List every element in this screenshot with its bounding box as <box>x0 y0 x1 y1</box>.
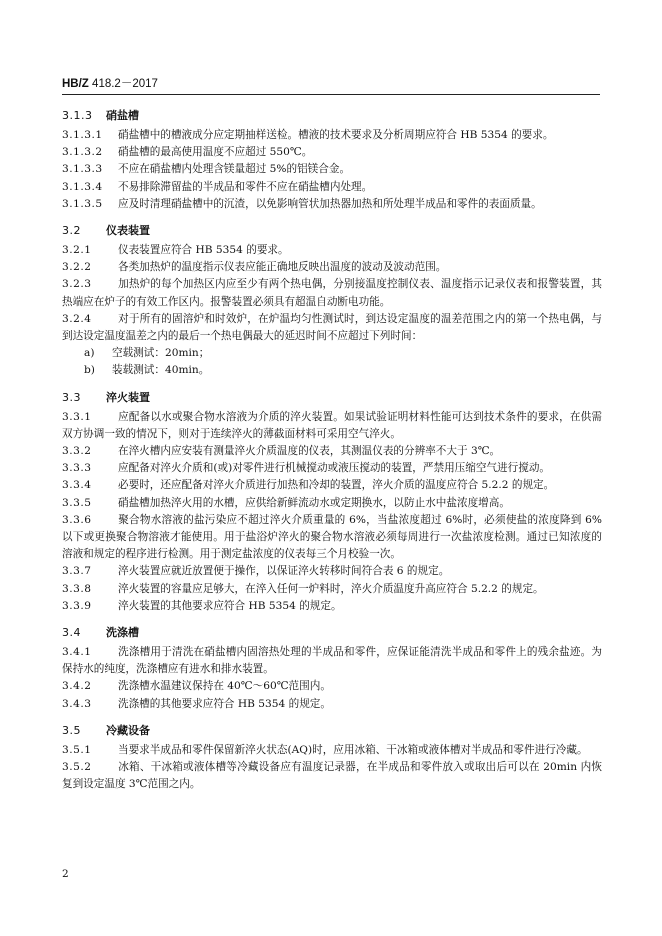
clause-number: 3.4.2 <box>62 680 92 693</box>
clause-number: 3.3.9 <box>62 599 92 612</box>
section-heading <box>62 625 602 641</box>
section-title: 硝盐槽 <box>106 109 139 122</box>
document-body <box>62 108 602 794</box>
section-number: 3.1.3 <box>62 109 93 122</box>
clause-text: 硝盐槽中的槽液成分应定期抽样送检。槽液的技术要求及分析周期应符合 HB 5354 的要求。 <box>118 129 554 141</box>
clause <box>62 443 602 460</box>
clause-text: 淬火装置的其他要求应符合 HB 5354 的规定。 <box>118 599 342 612</box>
clause-number: 3.3.6 <box>62 513 92 526</box>
clause-text: 冰箱、干冰箱或液体槽等冷藏设备应有温度记录器，在半成品和零件放入或取出后可以在 20min 内恢复到设定温度 3℃范围之内。 <box>62 761 602 791</box>
section-title: 仪表装置 <box>106 224 150 238</box>
clause-text: 在淬火槽内应安装有测量淬火介质温度的仪表，其测温仪表的分辨率不大于 3℃。 <box>118 445 501 458</box>
clause <box>62 563 602 580</box>
standard-code: HB/Z <box>62 78 89 90</box>
list-item-text: 装载测试：40min。 <box>112 364 210 377</box>
clause-text: 仪表装置应符合 HB 5354 的要求。 <box>118 244 289 257</box>
clause-text: 淬火装置应就近放置便于操作，以保证淬火转移时间符合表 6 的规定。 <box>118 565 450 578</box>
section-heading <box>62 390 602 406</box>
clause-number: 3.3.5 <box>62 496 92 509</box>
clause-number: 3.1.3.3 <box>62 163 103 176</box>
list-item-text: 空载测试：20min； <box>112 347 210 360</box>
list-item <box>62 345 602 362</box>
list-item-label: b) <box>84 364 95 377</box>
clause-number: 3.3.7 <box>62 565 92 578</box>
clause-text: 洗涤槽的其他要求应符合 HB 5354 的规定。 <box>118 697 331 710</box>
clause <box>62 161 602 178</box>
clause-number: 3.4.1 <box>62 646 92 659</box>
clause-text: 加热炉的每个加热区内应至少有两个热电偶，分别接温度控制仪表、温度指示记录仪表和报警装置，其热端应在炉子的有效工作区内。报警装置必须具有超温自动断电功能。 <box>62 278 602 308</box>
section-title: 洗涤槽 <box>106 626 139 640</box>
section-title: 淬火装置 <box>106 390 150 404</box>
clause-text: 硝盐槽的最高使用温度不应超过 550℃。 <box>118 146 313 159</box>
standard-number: 418.2－2017 <box>92 78 158 90</box>
clause-number: 3.2.1 <box>62 244 92 257</box>
clause-text: 淬火装置的容量应足够大，在淬入任何一炉料时，淬火介质温度升高应符合 5.2.2 的规定。 <box>118 582 544 595</box>
clause <box>62 196 602 213</box>
section-number: 3.3 <box>62 390 81 404</box>
clause <box>62 477 602 494</box>
section-number: 3.4 <box>62 626 81 640</box>
clause <box>62 242 602 259</box>
list-item <box>62 362 602 379</box>
section-heading <box>62 108 602 124</box>
clause <box>62 581 602 598</box>
clause-text: 洗涤槽用于清洗在硝盐槽内固溶热处理的半成品和零件，应保证能清洗半成品和零件上的残余盐迹。为保持水的纯度，洗涤槽应有进水和排水装置。 <box>62 646 602 676</box>
clause-number: 3.3.1 <box>62 410 92 423</box>
clause <box>62 259 602 276</box>
document-header <box>62 75 158 91</box>
clause-number: 3.5.1 <box>62 743 92 756</box>
section-number: 3.2 <box>62 224 81 238</box>
clause <box>62 678 602 695</box>
clause-number: 3.5.2 <box>62 761 92 774</box>
clause <box>62 696 602 713</box>
clause-number: 3.3.4 <box>62 479 92 492</box>
section-number: 3.5 <box>62 723 81 737</box>
clause-number: 3.2.2 <box>62 261 92 274</box>
clause <box>62 127 602 144</box>
clause-number: 3.3.8 <box>62 582 92 595</box>
clause-number: 3.4.3 <box>62 697 92 710</box>
clause-number: 3.1.3.4 <box>62 180 103 193</box>
clause-text: 不易排除滞留盐的半成品和零件不应在硝盐槽内处理。 <box>118 180 373 193</box>
clause-number: 3.2.4 <box>62 312 92 325</box>
clause-number: 3.2.3 <box>62 278 92 291</box>
clause-text: 应配备对淬火介质和(或)对零件进行机械搅动或液压搅动的装置，严禁用压缩空气进行搅动。 <box>118 462 551 475</box>
clause <box>62 512 602 564</box>
clause-text: 各类加热炉的温度指示仪表应能正确地反映出温度的波动及波动范围。 <box>118 261 447 274</box>
clause <box>62 276 602 310</box>
section-heading <box>62 223 602 239</box>
clause-text: 聚合物水溶液的盐污染应不超过淬火介质重量的 6%，当盐浓度超过 6%时，必须使盐的浓度降到 6%以下或更换聚合物溶液才能使用。用于盐浴炉淬火的聚合物水溶液必须每周进行一次盐浓度检测。通过已知浓度的溶液和规定的程序进行检测。用于测定盐浓度的仪表每三个月校验一次。 <box>62 513 602 561</box>
section-heading <box>62 723 602 739</box>
clause <box>62 495 602 512</box>
clause <box>62 644 602 678</box>
header-rule <box>62 94 600 95</box>
clause-number: 3.1.3.2 <box>62 146 103 159</box>
clause-number: 3.3.3 <box>62 462 92 475</box>
clause-text: 不应在硝盐槽内处理含镁量超过 5%的铝镁合金。 <box>118 163 351 176</box>
page-number: 2 <box>62 868 69 880</box>
clause-number: 3.1.3.5 <box>62 197 103 210</box>
clause <box>62 460 602 477</box>
clause <box>62 409 602 443</box>
clause <box>62 742 602 759</box>
clause-number: 3.3.2 <box>62 445 92 458</box>
clause-text: 对于所有的固溶炉和时效炉，在炉温均匀性测试时，到达设定温度的温差范围之内的第一个热电偶，与到达设定温度温差之内的最后一个热电偶最大的延迟时间不应超过下列时间： <box>62 312 602 343</box>
clause <box>62 179 602 196</box>
clause-number: 3.1.3.1 <box>62 129 103 141</box>
section-title: 冷藏设备 <box>106 723 150 737</box>
clause-text: 应及时清理硝盐槽中的沉渣，以免影响管状加热器加热和所处理半成品和零件的表面质量。 <box>118 197 542 210</box>
clause-text: 当要求半成品和零件保留新淬火状态(AQ)时，应用冰箱、干冰箱或液体槽对半成品和零件进行冷藏。 <box>118 743 588 756</box>
clause <box>62 759 602 793</box>
list-item-label: a) <box>84 347 95 360</box>
clause-text: 洗涤槽水温建议保持在 40℃～60℃范围内。 <box>118 680 331 693</box>
clause-text: 硝盐槽加热淬火用的水槽，应供给新鲜流动水或定期换水，以防止水中盐浓度增高。 <box>118 496 510 509</box>
clause <box>62 144 602 161</box>
clause <box>62 598 602 615</box>
clause-text: 必要时，还应配备对淬火介质进行加热和冷却的装置，淬火介质的温度应符合 5.2.2 的规定。 <box>118 479 555 492</box>
clause-text: 应配备以水或聚合物水溶液为介质的淬火装置。如果试验证明材料性能可达到技术条件的要求，在供需双方协调一致的情况下，则对于连续淬火的薄截面材料可采用空气淬火。 <box>62 410 602 440</box>
clause <box>62 311 602 345</box>
